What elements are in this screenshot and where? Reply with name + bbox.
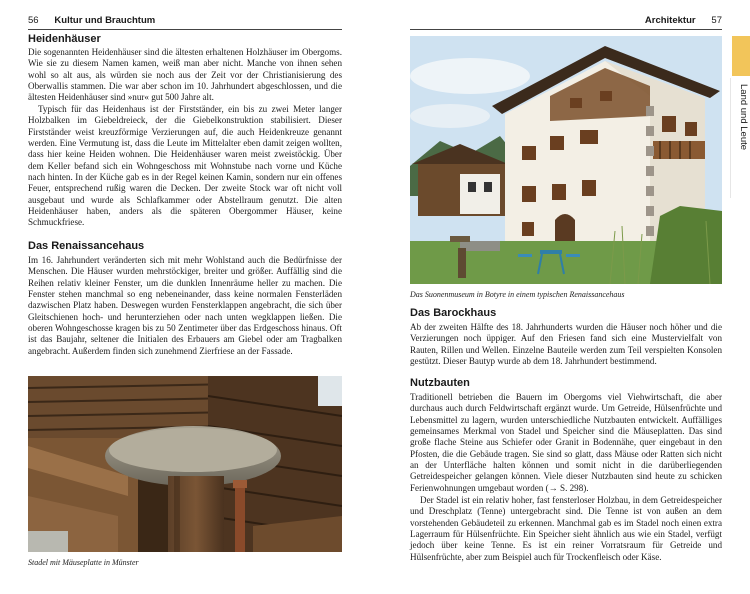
- left-header-rule: [28, 29, 342, 30]
- right-running-head: [645, 15, 722, 26]
- right-page: [375, 0, 750, 594]
- paragraph-text: Traditionell betrieben die Bauern im Obergoms viel Viehwirtschaft, die aber durchaus auch durch Feldwirtschaft ergänzt wurde. Um Getreide, Hülsenfrüchte und Lebensmittel zu lagern, wurden unterschiedliche Nutzbauten entwickelt. Auffälliges gemeinsames Merkmal von Stadel und Speicher sind die Mäuseplatten. Das sind große flache Steine aus Schiefer oder Granit in Bodennähe, quer eingebaut in den Pfosten, die die Gebäude tragen. Sie sind so glatt, dass Mäuse oder Ratten sich nicht an der Unterfläche halten können und somit nicht in die darüberliegenden Getreidespeicher gelangen können. Viele dieser Nutzbauten sind heute zu schicken Ferienwohnungen umgebaut worden (→ S. 298).: [410, 392, 722, 493]
- paragraph-text: Ab der zweiten Hälfte des 18. Jahrhunderts wurden die Häuser noch höher und die Verzierungen noch üppiger. Auf den Friesen fand sich eine Mustervielfalt von Rauten, Rillen und Wellen. Einzelne Bauteile werden zum Teil verspielten Konsolen gestützt. Dieser Bautyp wurde ab dem 18. Jahrhundert bestimmend.: [410, 322, 722, 367]
- chapter-side-label: Land und Leute: [738, 84, 749, 151]
- paragraph-text: Die sogenannten Heidenhäuser sind die ältesten erhaltenen Holzhäuser im Obergoms. Wie sie zu diesem Namen kamen, weiß man aber nicht. Manche von ihnen sehen wohl so alt aus, als würden sie noch aus der Zeit vor der Christianisierung des Oberwallis stammen. Die war aber schon im 10. Jahrhundert abgeschlossen, und die ältesten Heidenhäuser sind »nur« gut 500 Jahre alt.: [28, 47, 342, 103]
- paragraph: [410, 495, 722, 563]
- right-running-title: Architektur: [644, 15, 696, 26]
- heading-renaissancehaus: Das Renaissancehaus: [28, 240, 145, 252]
- right-header-rule: [410, 29, 722, 30]
- left-running-title: Kultur und Brauchtum: [54, 15, 156, 26]
- paragraph-text: Typisch für das Heidenhaus ist der Firstständer, ein bis zu zwei Meter langer Holzbalken im Giebeldreieck, der die Giebelkonstruktion stabilisiert. Dieser Firstständer weist kreuzförmige Verzierungen auf, die auch Heidenkreuze genannt werden. Eine Vermutung ist, dass die Leute im Mittelalter eben damit zeigen wollten, dass hier keine Heiden wohnen. Die Heidenhäuser waren meist zweistöckig. Über dem Keller befand sich ein Wohngeschoss mit Wohnstube nach vorne und Küche nach hinten. In der Küche gab es in der Regel keinen Kamin, sondern nur ein offenes Feuer, entsprechend rußig waren die Decken. Der zweite Stock war oft nicht voll ausgebaut und wurde als Schlafkammer oder Abstellraum genutzt. Die alten Heidenhäuser haben, anders als die späteren Obergommer Häuser, keine Schmuckfriese.: [28, 104, 342, 228]
- left-running-head: [28, 15, 155, 26]
- stadel-photo: [28, 376, 342, 552]
- renaissance-house-photo: [410, 36, 722, 284]
- right-photo-caption: Das Suonenmuseum in Botyre in einem typischen Renaissancehaus: [410, 290, 625, 299]
- paragraph: [28, 255, 342, 357]
- paragraph: [28, 47, 342, 104]
- left-photo-caption: Stadel mit Mäuseplatte in Münster: [28, 558, 139, 567]
- heading-nutzbauten: Nutzbauten: [410, 377, 470, 389]
- paragraph-text: Der Stadel ist ein relativ hoher, fast fensterloser Holzbau, in dem Getreidespeicher und Dreschplatz (Tenne) untergebracht sind. Die Tenne ist von außen an dem vorstehenden Gebäudeteil zu erkennen. Manchmal gab es im Stadel noch einen extra Lagerraum für Hülsenfrüchte. Ein Speicher sieht ähnlich aus wie ein Stadel, verfügt jedoch über keine Tenne. Es ist ein reiner Vorratsraum für Getreide und Hülsenfrüchte, aber zum Beispiel auch für Trockenfleisch oder Käse.: [410, 495, 722, 562]
- paragraph: [410, 322, 722, 367]
- heading-heidenhaeuser: Heidenhäuser: [28, 33, 101, 45]
- paragraph-text: Im 16. Jahrhundert veränderten sich mit mehr Wohlstand auch die Bedürfnisse der Menschen. Die Häuser wurden mehrstöckiger, breiter und größer. Auffällig sind die Reihen relativ kleiner Fenster, um die dunklen Innenräume heller zu machen. Die Fenster stehen manchmal so eng nebeneinander, dass keine normalen Fensterläden dazwischen Platz haben. Deswegen wurden Fensterklappen angebracht, die sich über Gleitschienen hoch- und herunterziehen oder nach unten wegklappen ließen. Die oberen Wohngeschosse kragen bis zu 50 Zentimeter über das Erdgeschoss hinaus. Oft ist das Baujahr, seltener die Initialen des Erbauers am Giebel oder am Tragbalken angebracht. Außerdem finden sich zunehmend Zierfriese an der Fassade.: [28, 255, 342, 356]
- paragraph: [28, 104, 342, 229]
- heading-barockhaus: Das Barockhaus: [410, 307, 497, 319]
- right-page-number: 57: [711, 15, 722, 26]
- paragraph: [410, 392, 722, 494]
- chapter-thumb-tab: [732, 36, 750, 76]
- left-page-number: 56: [28, 15, 39, 26]
